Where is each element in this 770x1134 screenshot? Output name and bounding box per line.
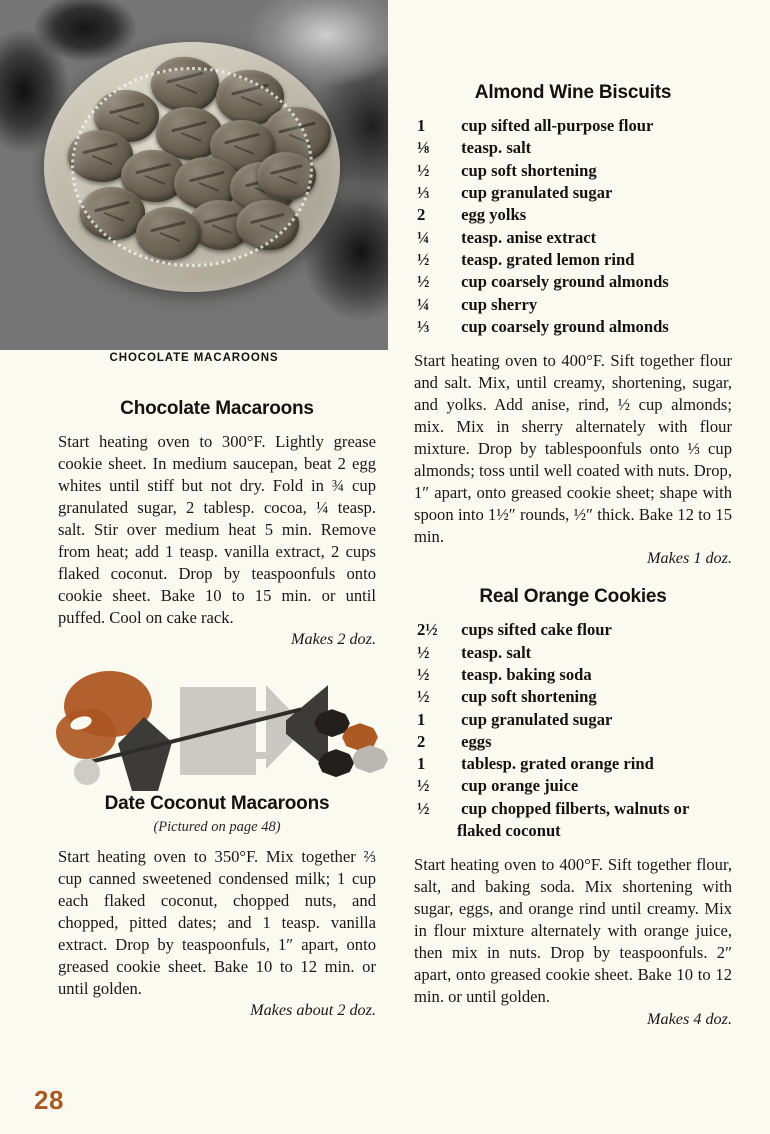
ingredient-text: cup sherry — [457, 294, 538, 314]
ingredient-text: cup granulated sugar — [457, 709, 613, 729]
ingredient-amount: 1 — [417, 709, 426, 729]
spoon-knob-icon — [74, 759, 100, 785]
ingredient-text: teasp. salt — [457, 642, 532, 662]
ingredient-text: teasp. anise extract — [457, 227, 597, 247]
recipe-date-coconut-macaroons — [58, 793, 376, 1020]
ingredient-text: tablesp. grated orange rind — [457, 754, 654, 774]
ingredient-amount: ½ — [417, 664, 430, 684]
ingredient-text: eggs — [457, 731, 492, 751]
recipe-method: Start heating oven to 350°F. Mix together ⅔ cup canned sweetened condensed milk; 1 cup each flaked coconut, chopped nuts, and chopped, pitted dates; and 1 teasp. vanilla extract. Drop by teaspoonfuls, 1″ apart, onto greased cookie sheet. Bake 10 to 12 min. or until golden. — [58, 847, 376, 999]
ingredient-text: egg yolks — [457, 205, 527, 225]
ingredient-amount: ½ — [417, 272, 430, 292]
ingredient-amount: ½ — [417, 249, 430, 269]
recipe-yield: Makes 4 doz. — [647, 1009, 732, 1028]
ingredient-item — [417, 753, 732, 775]
recipe-yield: Makes 1 doz. — [647, 549, 732, 568]
recipe-photograph — [0, 0, 388, 350]
ingredient-list — [414, 115, 732, 338]
cookie — [151, 57, 219, 112]
ingredient-item — [417, 294, 732, 316]
ingredient-item — [417, 204, 732, 226]
ingredient-item — [417, 316, 732, 338]
ingredient-amount: ⅓ — [417, 316, 430, 336]
ingredient-item — [417, 271, 732, 293]
cookie — [136, 207, 201, 260]
ingredient-item — [417, 798, 732, 843]
photo-caption: CHOCOLATE MACAROONS — [109, 352, 279, 364]
ingredient-item — [417, 182, 732, 204]
ingredient-text: teasp. grated lemon rind — [457, 249, 635, 269]
ingredient-item — [417, 686, 732, 708]
decorative-illustration — [56, 665, 386, 785]
ingredient-amount: 2 — [417, 731, 426, 751]
ingredient-amount: 2 — [417, 205, 426, 225]
ingredient-text: cups sifted cake flour — [457, 620, 612, 640]
ingredient-text: cup coarsely ground almonds — [457, 316, 669, 336]
ingredient-text: cup soft shortening — [457, 687, 597, 707]
cookie — [263, 107, 331, 162]
recipe-yield: Makes 2 doz. — [291, 630, 376, 649]
ingredient-amount: ¼ — [417, 227, 430, 247]
cookie — [121, 150, 186, 203]
cookie — [189, 200, 251, 250]
recipe-subtitle: (Pictured on page 48) — [153, 819, 281, 836]
cookie — [236, 200, 298, 250]
recipe-method: Start heating oven to 400°F. Sift together flour and salt. Mix, until creamy, shortening, sugar, and yolks. Add anise, rind, ½ cup almonds; mix. Mix in sherry alternately with flour mixture. Drop by tablespoonfuls onto ⅓ cup almonds; toss until well coated with nuts. Drop, 1″ apart, onto greased cookie sheet; shape with spoon into 1½″ rounds, ½″ thick. Bake 12 to 15 min. — [414, 351, 732, 547]
ingredient-amount: 1 — [417, 754, 426, 774]
glass-plate — [44, 42, 340, 292]
ingredient-amount: ½ — [417, 798, 430, 818]
recipe-title: Date Coconut Macaroons — [104, 793, 330, 815]
ingredient-item — [417, 249, 732, 271]
ingredient-text: teasp. baking soda — [457, 664, 592, 684]
ingredient-amount: ½ — [417, 776, 430, 796]
left-column — [58, 398, 376, 1036]
recipe-title: Real Orange Cookies — [479, 586, 667, 608]
ingredient-amount: ½ — [417, 687, 430, 707]
page-number: 28 — [34, 1085, 64, 1115]
ingredient-text: cup chopped filberts, walnuts or flaked coconut — [457, 798, 690, 841]
ingredient-amount: ½ — [417, 642, 430, 662]
recipe-method: Start heating oven to 400°F. Sift together flour, salt, and baking soda. Mix shortening with sugar, eggs, and orange rind until creamy. Mix in flour mixture alternately with orange juice, then mix in nuts. Drop by teaspoonfuls. 2″ apart, onto greased cookie sheet. Bake 10 to 12 min. or until golden. — [414, 855, 732, 1007]
cookie — [94, 90, 159, 143]
ingredient-list — [414, 619, 732, 842]
ingredient-item — [417, 619, 732, 641]
ingredient-item — [417, 642, 732, 664]
cookie — [68, 130, 133, 183]
cookie — [156, 107, 221, 160]
ingredient-text: cup orange juice — [457, 776, 579, 796]
cookie — [230, 162, 295, 215]
ingredient-item — [417, 709, 732, 731]
ingredient-text: cup soft shortening — [457, 160, 597, 180]
ingredient-text: cup coarsely ground almonds — [457, 272, 669, 292]
ingredient-amount: ⅓ — [417, 182, 430, 202]
ingredient-text: cup granulated sugar — [457, 182, 613, 202]
ingredient-item — [417, 775, 732, 797]
right-column — [414, 82, 732, 1045]
ingredient-item — [417, 115, 732, 137]
ingredient-item — [417, 227, 732, 249]
cookie — [80, 187, 145, 240]
recipe-title: Almond Wine Biscuits — [474, 82, 672, 103]
ingredient-amount: ¼ — [417, 294, 430, 314]
ingredient-text: teasp. salt — [457, 138, 532, 158]
ingredient-item — [417, 137, 732, 159]
cookie — [216, 70, 284, 125]
cookie — [174, 157, 239, 210]
cookie — [257, 152, 316, 200]
recipe-method: Start heating oven to 300°F. Lightly grease cookie sheet. In medium saucepan, beat 2 egg whites until stiff but not dry. Fold in ¾ cup granulated sugar, 2 tablesp. cocoa, ¼ teasp. salt. Stir over medium heat 5 min. Remove from heat; add 1 teasp. vanilla extract, 2 cups flaked coconut. Drop by teaspoonfuls onto cookie sheet. Bake 10 to 15 min. or until puffed. Cool on cake rack. — [58, 432, 376, 628]
recipe-title: Chocolate Macaroons — [120, 398, 314, 419]
recipe-chocolate-macaroons — [58, 398, 376, 649]
ingredient-item — [417, 160, 732, 182]
recipe-real-orange-cookies — [414, 586, 732, 1028]
ingredient-item — [417, 731, 732, 753]
recipe-yield: Makes about 2 doz. — [250, 1001, 376, 1020]
recipe-almond-wine-biscuits — [414, 82, 732, 568]
cookie — [210, 120, 275, 173]
ingredient-amount: ½ — [417, 160, 430, 180]
ingredient-amount: ⅛ — [417, 138, 430, 158]
ingredient-item — [417, 664, 732, 686]
ingredient-amount: 2½ — [417, 620, 438, 640]
ingredient-text: cup sifted all-purpose flour — [457, 116, 654, 135]
ingredient-amount: 1 — [417, 116, 426, 135]
